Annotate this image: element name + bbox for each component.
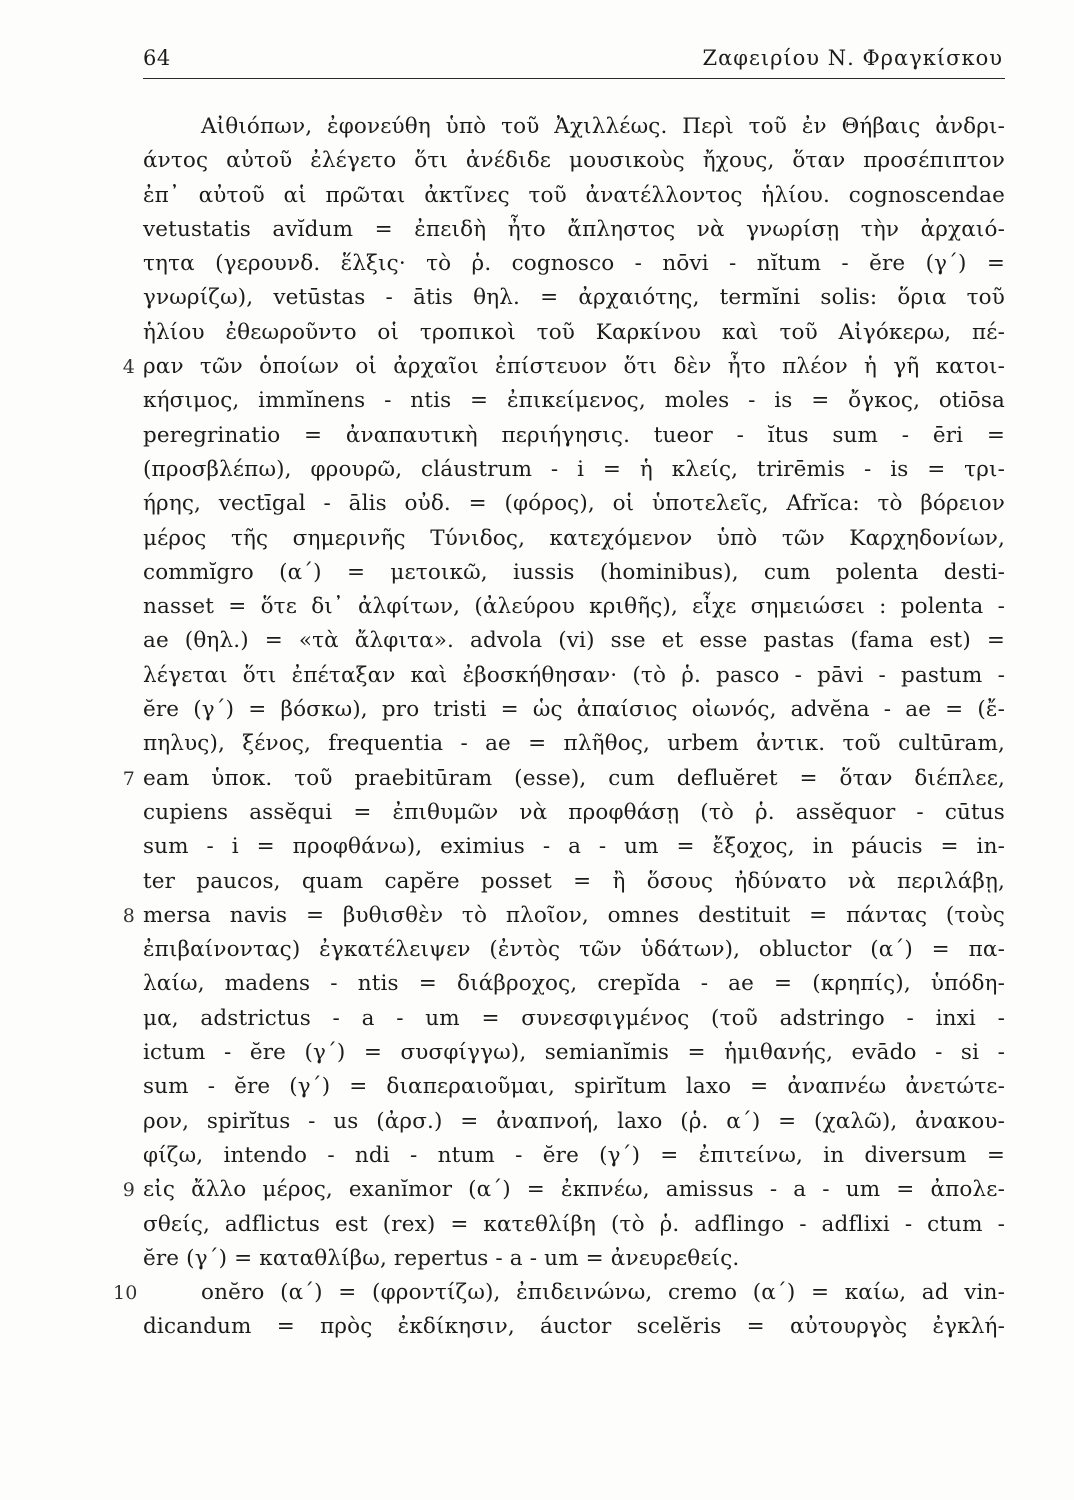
line-text: εἰς ἄλλο μέρος, exanĭmor (α΄) = ἐκπνέω, amissus - a - um = ἀπολε- [143, 1177, 1005, 1203]
text-line [143, 487, 1005, 521]
text-line [143, 144, 1005, 178]
line-text: ρον, spirĭtus - us (ἀρσ.) = ἀναπνοή, laxo (ῥ. α΄) = (χαλῶ), ἀνακου- [143, 1108, 1005, 1134]
text-line [143, 933, 1005, 967]
text-line [143, 419, 1005, 453]
text-line [143, 1310, 1005, 1344]
text-line [143, 1105, 1005, 1139]
text-line [122, 350, 1005, 384]
line-text: ἡλίου ἐθεωροῦντο οἱ τροπικοὶ τοῦ Καρκίνου καὶ τοῦ Αἰγόκερω, πέ- [143, 319, 1005, 345]
line-text: σθείς, adflictus est (rex) = κατεθλίβη (τὸ ῥ. adflingo - adflixi - ctum - [143, 1211, 1005, 1237]
page-number: 64 [143, 46, 171, 70]
line-text: ictum - ĕre (γ΄) = συσφίγγω), semianĭmis = ἡμιθανής, evādo - si - [143, 1040, 1005, 1066]
line-text: sum - ĕre (γ΄) = διαπεραιοῦμαι, spirĭtum laxo = ἀναπνέω ἀνετώτε- [143, 1074, 1005, 1100]
text-line [143, 384, 1005, 418]
line-text: πηλυς), ξένος, frequentia - ae = πλῆθος, urbem ἀντικ. τοῦ cultūram, [143, 731, 1005, 757]
text-line [143, 247, 1005, 281]
line-text: onĕro (α΄) = (φροντίζω), ἐπιδεινώνω, cremo (α΄) = καίω, ad vin- [201, 1280, 1005, 1306]
line-text: ĕre (γ΄) = βόσκω), pro tristi = ὡς ἀπαίσιος οἰωνός, advĕna - ae = (ἔ- [143, 697, 1005, 723]
line-text: (προσβλέπω), φρουρῶ, cláustrum - i = ἡ κλείς, trirēmis - is = τρι- [143, 456, 1005, 482]
line-text: ήρης, vectīgal - ālis οὐδ. = (φόρος), οἱ ὑποτελεῖς, Afrĭca: τὸ βόρειον [143, 491, 1005, 517]
line-text: ἐπ᾽ αὐτοῦ αἱ πρῶται ἀκτῖνες τοῦ ἀνατέλλοντος ἡλίου. cognoscendae [143, 182, 1005, 208]
line-text: γνωρίζω), vetūstas - ātis θηλ. = ἀρχαιότης, termĭni solis: ὅρια τοῦ [143, 285, 1005, 311]
line-text: τητα (γερουνδ. ἕλξις· τὸ ῥ. cognosco - nōvi - nĭtum - ĕre (γ΄) = [143, 251, 1005, 277]
text-line [143, 727, 1005, 761]
line-text: ἐπιβαίνοντας) ἐγκατέλειψεν (ἐντὸς τῶν ὑδάτων), obluctor (α΄) = πα- [143, 937, 1005, 963]
line-text: mersa navis = βυθισθὲν τὸ πλοῖον, omnes destituit = πάντας (τοὺς [143, 902, 1005, 928]
text-line [143, 796, 1005, 830]
line-text: eam ὑποκ. τοῦ praebitūram (esse), cum defluĕret = ὅταν διέπλεε, [143, 765, 1005, 791]
body-text [113, 110, 1005, 1345]
margin-line-number: 9 [122, 1179, 135, 1202]
text-line [122, 762, 1005, 796]
text-line [143, 316, 1005, 350]
text-line [143, 453, 1005, 487]
text-line [143, 659, 1005, 693]
running-head: Ζαφειρίου Ν. Φραγκίσκου [702, 46, 1003, 70]
margin-line-number: 8 [122, 904, 135, 927]
line-text: ραν τῶν ὁποίων οἱ ἀρχαῖοι ἐπίστευον ὅτι δὲν ἦτο πλέον ἡ γῆ κατοι- [143, 354, 1005, 380]
text-line [143, 865, 1005, 899]
text-line [143, 830, 1005, 864]
text-line [143, 556, 1005, 590]
text-line [143, 1070, 1005, 1104]
text-line [143, 1139, 1005, 1173]
line-text: cupiens assĕqui = ἐπιθυμῶν νὰ προφθάσῃ (τὸ ῥ. assĕquor - cūtus [143, 799, 1005, 825]
line-text: commĭgro (α΄) = μετοικῶ, iussis (hominibus), cum polenta desti- [143, 559, 1005, 585]
line-text: φίζω, intendo - ndi - ntum - ĕre (γ΄) = ἐπιτείνω, in diversum = [143, 1142, 1005, 1168]
line-text: ĕre (γ΄) = καταθλίβω, repertus - a - um = ἀνευρεθείς. [143, 1245, 740, 1271]
text-line [143, 522, 1005, 556]
text-line [143, 1208, 1005, 1242]
line-text: άντος αὐτοῦ ἐλέγετο ὅτι ἀνέδιδε μουσικοὺς ἤχους, ὅταν προσέπιπτον [143, 148, 1005, 174]
line-text: dicandum = πρὸς ἐκδίκησιν, áuctor scelĕris = αὐτουργὸς ἐγκλή- [143, 1314, 1005, 1340]
line-text: λέγεται ὅτι ἐπέταξαν καὶ ἐβοσκήθησαν· (τὸ ῥ. pasco - pāvi - pastum - [143, 662, 1005, 688]
margin-line-number: 4 [122, 356, 135, 379]
line-text: vetustatis avĭdum = ἐπειδὴ ἦτο ἄπληστος νὰ γνωρίσῃ τὴν ἀρχαιό- [143, 216, 1005, 242]
text-line [143, 1036, 1005, 1070]
text-line [122, 899, 1005, 933]
line-text: λαίω, madens - ntis = διάβροχος, crepĭda - ae = (κρηπίς), ὑπόδη- [143, 971, 1005, 997]
text-line [143, 1242, 1005, 1276]
text-line [143, 967, 1005, 1001]
line-text: sum - i = προφθάνω), eximius - a - um = ἔξοχος, in páucis = in- [143, 834, 1005, 860]
line-text: ae (θηλ.) = «τὰ ἄλφιτα». advola (vi) sse et esse pastas (fama est) = [143, 628, 1005, 654]
text-line [143, 179, 1005, 213]
text-line [143, 281, 1005, 315]
text-line [143, 624, 1005, 658]
text-line [143, 110, 1005, 144]
text-line [143, 1002, 1005, 1036]
page-header [143, 44, 1005, 79]
line-text: μα, adstrictus - a - um = συνεσφιγμένος (τοῦ adstringo - inxi - [143, 1005, 1005, 1031]
line-text: κήσιμος, immĭnens - ntis = ἐπικείμενος, moles - is = ὄγκος, otiōsa [143, 388, 1005, 414]
line-text: Αἰθιόπων, ἐφονεύθη ὑπὸ τοῦ Ἀχιλλέως. Περὶ τοῦ ἐν Θήβαις ἀνδρι- [201, 114, 1005, 139]
text-line [143, 590, 1005, 624]
text-line [122, 1173, 1005, 1207]
line-text: peregrinatio = ἀναπαυτικὴ περιήγησις. tueor - ĭtus sum - ēri = [143, 422, 1005, 448]
text-line [113, 1276, 1005, 1310]
margin-line-number: 10 [113, 1282, 138, 1305]
text-line [143, 693, 1005, 727]
line-text: μέρος τῆς σημερινῆς Τύνιδος, κατεχόμενον ὑπὸ τῶν Καρχηδονίων, [143, 525, 1005, 551]
line-text: nasset = ὅτε δι᾽ ἀλφίτων, (ἀλεύρου κριθῆς), εἶχε σημειώσει : polenta - [143, 594, 1005, 620]
line-text: ter paucos, quam capĕre posset = ἢ ὅσους ἠδύνατο νὰ περιλάβῃ, [143, 868, 1005, 894]
margin-line-number: 7 [122, 767, 135, 790]
text-line [143, 213, 1005, 247]
